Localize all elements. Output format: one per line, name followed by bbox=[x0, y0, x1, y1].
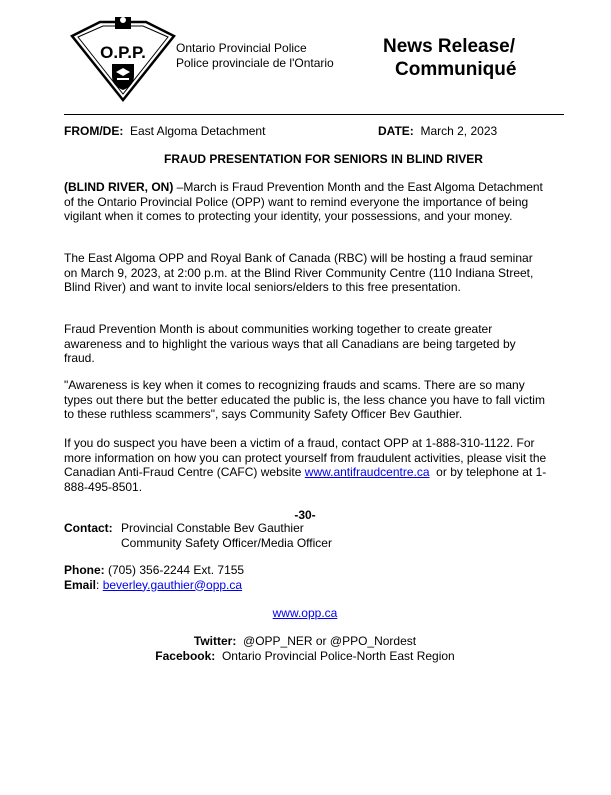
header-divider bbox=[64, 114, 564, 115]
twitter-value: @OPP_NER or @PPO_Nordest bbox=[236, 634, 417, 648]
date-label: DATE: bbox=[378, 124, 414, 138]
date-field bbox=[378, 124, 497, 138]
paragraph-5 bbox=[64, 436, 549, 494]
headline: FRAUD PRESENTATION FOR SENIORS IN BLIND RIVER bbox=[164, 152, 483, 166]
release-title bbox=[383, 35, 516, 81]
contact-title: Community Safety Officer/Media Officer bbox=[121, 535, 332, 550]
website-line bbox=[64, 606, 546, 620]
from-value: East Algoma Detachment bbox=[130, 124, 266, 138]
paragraph-1 bbox=[64, 180, 549, 224]
phone-value: (705) 356-2244 Ext. 7155 bbox=[104, 563, 245, 577]
opp-logo bbox=[70, 16, 176, 102]
contact-label: Contact: bbox=[64, 521, 113, 535]
contact-name: Provincial Constable Bev Gauthier bbox=[121, 521, 304, 535]
logo-text: O.P.P. bbox=[100, 43, 146, 62]
twitter-label: Twitter: bbox=[193, 634, 237, 648]
phone-email-block: Phone: (705) 356-2244 Ext. 7155 Email: beverley.gauthier@opp.ca bbox=[64, 563, 245, 592]
website-link[interactable]: www.opp.ca bbox=[272, 606, 338, 620]
facebook-value: Ontario Provincial Police-North East Region bbox=[215, 648, 455, 663]
title-line-2: Communiqué bbox=[395, 59, 517, 80]
paragraph-1-text: –March is Fraud Prevention Month and the East Algoma Detachment of the Ontario Provincial Police (OPP) want to remind everyone the importance of being vigilant when it comes to protecting your identity, your possessions, and your money. bbox=[64, 180, 543, 223]
paragraph-2: The East Algoma OPP and Royal Bank of Canada (RBC) will be hosting a fraud seminar on March 9, 2023, at 2:00 p.m. at the Blind River Community Centre (110 Indiana Street, Blind River) and want to invite local seniors/elders to this free presentation. bbox=[64, 251, 534, 294]
paragraph-5-text-2: or by telephone at 1-888-495-8501. bbox=[64, 465, 547, 494]
paragraph-4: "Awareness is key when it comes to recognizing frauds and scams. There are so many types out there but the better educated the public is, the less chance you have to fall victim to these ruthless scammers", says Community Safety Officer Bev Gauthier. bbox=[64, 378, 545, 421]
facebook-label: Facebook: bbox=[155, 648, 216, 663]
from-date-line bbox=[64, 124, 544, 138]
end-marker: -30- bbox=[294, 508, 316, 522]
dateline: (BLIND RIVER, ON) bbox=[64, 180, 174, 194]
title-line-1: News Release/ bbox=[383, 36, 516, 57]
social-block bbox=[64, 634, 546, 663]
paragraph-3: Fraud Prevention Month is about communities working together to create greater awareness and to highlight the various ways that all Canadians are being targeted by fraud. bbox=[64, 322, 516, 365]
date-value: March 2, 2023 bbox=[420, 124, 498, 138]
org-name-en: Ontario Provincial Police bbox=[176, 41, 307, 55]
contact-block bbox=[64, 521, 332, 550]
email-label: Email bbox=[64, 577, 97, 592]
phone-label: Phone: bbox=[64, 563, 105, 577]
from-label: FROM/DE: bbox=[64, 124, 124, 138]
org-name-fr: Police provinciale de l'Ontario bbox=[176, 56, 334, 70]
paragraph-5-text-1: If you do suspect you have been a victim of a fraud, contact OPP at 1-888-310-1122. For more information on how you can protect yourself from fraudulent activities, please visit the Canadian Anti-Fraud Centre (CAFC) website bbox=[64, 436, 547, 479]
opp-badge-icon bbox=[70, 16, 176, 102]
antifraud-link[interactable]: www.antifraudcentre.ca bbox=[304, 465, 430, 479]
email-link[interactable]: beverley.gauthier@opp.ca bbox=[102, 577, 243, 592]
organization-name bbox=[176, 41, 334, 71]
